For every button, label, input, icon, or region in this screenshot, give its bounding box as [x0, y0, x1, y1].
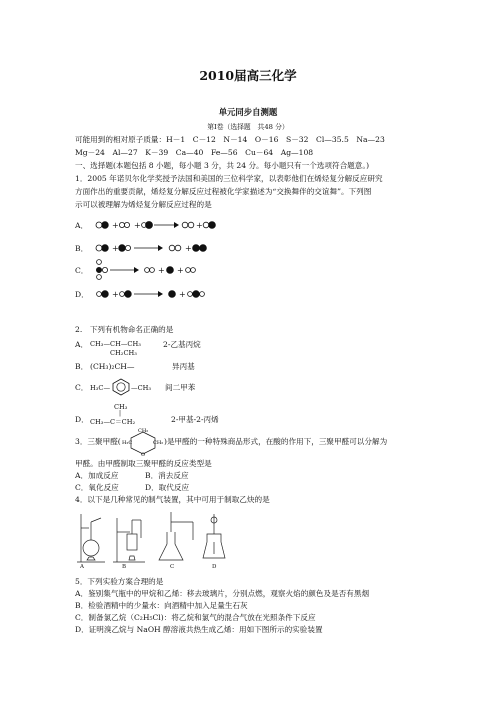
- section-header: 第Ⅰ卷（选择题 共48 分）: [207, 123, 289, 131]
- svg-text:CH₂: CH₂: [153, 440, 164, 446]
- q3-line1-start: 3．三聚甲醛(: [75, 437, 121, 446]
- q2-a-formula-top: CH₃—CH—CH₃: [90, 340, 141, 348]
- atomic-masses-line2: Mg－24 Al—27 K－39 Ca—40 Fe—56 Cu－64 Ag—108: [75, 148, 314, 157]
- q2-b-name: 异丙基: [172, 362, 195, 371]
- q3-trioxane-ring: [122, 426, 164, 456]
- q2-c-name: 间二甲苯: [165, 383, 196, 392]
- svg-text:O: O: [141, 452, 146, 456]
- svg-text:+: +: [134, 221, 141, 230]
- atomic-masses-line1: 可能用到的相对原子质量：H－1 C－12 N－14 O－16 S－32 Cl—35.5 Na—23: [75, 135, 385, 144]
- q1-line3: 示可以被理解为烯烃复分解反应过程的是: [75, 200, 212, 209]
- q4-label-c: C: [170, 564, 175, 570]
- q2-c-benzene-ring: [111, 378, 131, 396]
- q2-a-formula-bottom: CH₂CH₃: [110, 349, 137, 357]
- svg-text:CH₂: CH₂: [138, 428, 149, 434]
- q1-option-b-diagram: [92, 241, 222, 255]
- q2-d-name: 2-甲基-2-丙烯: [171, 415, 219, 424]
- q4-label-a: A: [80, 564, 84, 570]
- q3-option-b: B．消去反应: [145, 471, 189, 480]
- q2-c-label: C．: [75, 383, 89, 392]
- q5-option-d: D．证明溴乙烷与 NaOH 醇溶液共热生成乙烯：用如下图所示的实验装置: [75, 625, 323, 634]
- q4-label-b: B: [122, 564, 127, 570]
- svg-text:+: +: [177, 266, 184, 275]
- q4-stem: 4．以下是几种常见的制气装置，其中可用于制取乙炔的是: [75, 495, 270, 504]
- svg-text:+: +: [196, 221, 203, 230]
- q2-c-formula-right: —CH₃: [131, 384, 152, 392]
- q1-option-c-diagram: [92, 258, 202, 282]
- svg-text:+: +: [112, 290, 119, 299]
- svg-text:+: +: [185, 244, 192, 253]
- q1-option-a-diagram: [92, 218, 222, 232]
- svg-text:+: +: [179, 290, 186, 299]
- q2-a-name: 2-乙基丙烷: [163, 340, 201, 349]
- q1-option-b-label: B．: [75, 244, 89, 253]
- q2-stem: 2. 下列有机物命名正确的是: [75, 325, 174, 334]
- q2-a-label: A．: [75, 340, 89, 349]
- q5-stem: 5．下列实验方案合理的是: [75, 577, 164, 586]
- page-subtitle: 单元同步自测题: [218, 107, 278, 117]
- q2-c-formula-left: H₃C—: [90, 384, 111, 392]
- q5-option-a: A．鉴别集气瓶中的甲烷和乙烯：移去玻璃片，分别点燃，观察火焰的颜色及是否有黑烟: [75, 589, 370, 598]
- q2-d-bond: |: [119, 410, 122, 417]
- q3-option-d: D．取代反应: [145, 483, 190, 492]
- svg-text:+: +: [112, 244, 119, 253]
- q3-line1-end: )是甲醛的一种特殊商品形式，在酸的作用下，三聚甲醛可以分解为: [164, 437, 388, 446]
- q5-option-c: C．制备氯乙烷（C₂H₅Cl)：将乙烷和氯气的混合气放在光照条件下反应: [75, 613, 316, 622]
- q5-option-b: B．检验酒精中的少量水：向酒精中加入足量生石灰: [75, 601, 248, 610]
- q1-option-d-diagram: [92, 287, 222, 301]
- page-title: 2010届高三化学: [199, 68, 297, 83]
- q2-d-formula: CH₃—C＝CH₂: [90, 418, 136, 426]
- q3-option-c: C．氧化反应: [75, 483, 119, 492]
- q2-b-label: B．: [75, 362, 89, 371]
- q4-apparatus-diagram: [75, 508, 235, 568]
- svg-text:+: +: [112, 221, 119, 230]
- q2-b-formula: (CH₃)₂CH—: [90, 362, 135, 371]
- q1-option-a-label: A．: [75, 221, 89, 230]
- instructions: 一、选择题(本题包括 8 小题，每小题 3 分，共 24 分。每小题只有一个选项符合题意。): [75, 161, 370, 170]
- q3-line2: 甲醛。由甲醛制取三聚甲醛的反应类型是: [75, 459, 212, 468]
- q1-line2: 方面作出的重要贡献，烯烃复分解反应过程被化学家描述为“交换舞伴的交谊舞”。下列图: [75, 187, 372, 196]
- q4-label-d: D: [212, 564, 217, 570]
- q2-d-formula-top: CH₃: [114, 403, 128, 411]
- svg-text:H₂C: H₂C: [122, 440, 133, 446]
- q1-option-c-label: C．: [75, 266, 89, 275]
- q3-option-a: A．加成反应: [75, 471, 119, 480]
- svg-text:+: +: [158, 266, 165, 275]
- q1-option-d-label: D．: [75, 290, 89, 299]
- q2-d-label: D．: [75, 415, 89, 424]
- q1-line1: 1．2005 年诺贝尔化学奖授予法国和美国的三位科学家，以表彰他们在烯烃复分解反应研究: [75, 174, 383, 183]
